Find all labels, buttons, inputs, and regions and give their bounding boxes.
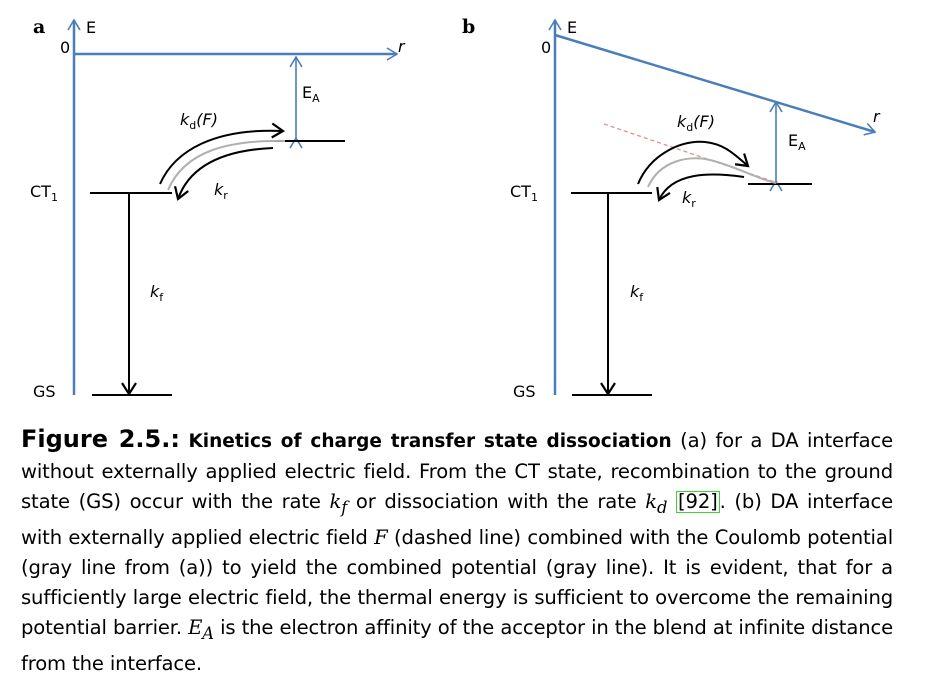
panel-b-gs-label: GS [513, 382, 536, 401]
caption-text-6: is the electron affinity of the acceptor in the blend at infinite distance from the interface. [21, 615, 893, 675]
panel-b-origin-label: 0 [541, 38, 552, 57]
panel-a-ct-label: $CT_1$ [30, 182, 58, 204]
caption-text-2: or dissociation with the rate [347, 490, 646, 513]
panel-b-label: b [462, 16, 476, 38]
panel-a-distance-label: r [398, 37, 405, 56]
panel-a-energy-label: E [86, 18, 97, 37]
panel-b-kd-label: $k_d(F)$ [677, 112, 715, 134]
panel-a-kd-label: $k_d(F)$ [180, 110, 218, 132]
panel-b-kf-label: $k_f$ [630, 282, 644, 304]
math-kf: $k_f$ [329, 490, 348, 517]
figure-number: Figure 2.5.: [21, 425, 180, 453]
figure-caption [21, 424, 893, 679]
panel-b-kr-label: $k_r$ [682, 188, 696, 210]
panel-a-label: a [33, 16, 46, 38]
caption-text-5: (dashed line) combined with the Coulomb potential (gray line from (a)) to yield the combined potential (gray line). It is evident, that for a sufficiently large electric field, the thermal energy is sufficient to overcome the remaining potential barrier. [21, 525, 893, 639]
panel-a-kr-label: $k_r$ [214, 180, 228, 202]
math-kd: $k_d$ [645, 490, 668, 517]
panel-b-ea-label: $E_A$ [788, 131, 806, 153]
panel-a-origin-label: 0 [60, 38, 71, 57]
panel-a-gs-label: GS [33, 382, 56, 401]
figure-heading: Kinetics of charge transfer state dissociation [188, 431, 672, 452]
panel-a-kf-label: $k_f$ [150, 282, 164, 304]
panel-b-energy-label: E [567, 18, 578, 37]
panel-a [30, 16, 406, 401]
panel-b [462, 16, 881, 401]
panel-a-ea-label: $E_A$ [302, 83, 320, 105]
panel-b-distance-axis [555, 35, 875, 132]
caption-text-1: (a) for a DA interface without externally applied electric field. From the CT state, recombination to the ground state (GS) occur with the rate [21, 429, 893, 513]
math-EA: $E_A$ [188, 615, 214, 643]
math-F: F [374, 525, 388, 549]
caption-text-3 [667, 490, 676, 513]
caption-text-4: . (b) DA interface with externally applied electric field [21, 490, 893, 549]
panel-b-kr-arrow [659, 174, 744, 200]
panel-b-combined-potential [648, 158, 776, 187]
panel-b-distance-label: r [873, 107, 880, 126]
panel-b-ct-label: $CT_1$ [510, 182, 538, 204]
citation-link-92[interactable]: [92] [678, 490, 718, 513]
